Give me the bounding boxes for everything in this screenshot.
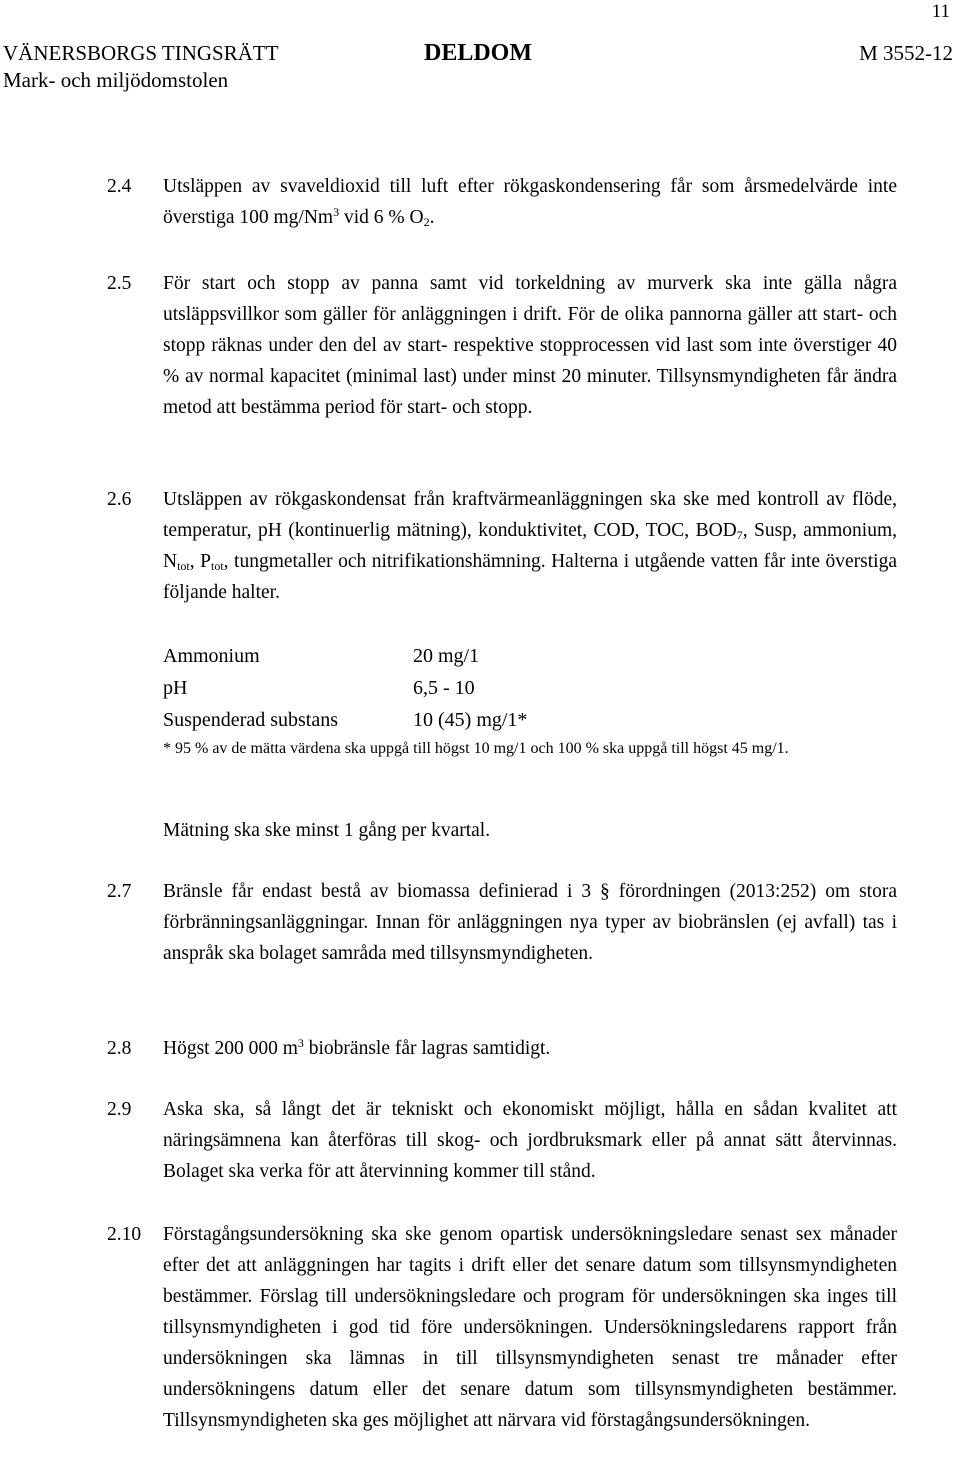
text-part: biobränsle får lagras samtidigt. bbox=[303, 1038, 551, 1059]
subscript: 2 bbox=[423, 215, 430, 229]
section-2-10 bbox=[107, 1219, 897, 1436]
section-text: Aska ska, så långt det är tekniskt och ekonomiskt möjligt, hålla en sådan kvalitet att näringsämnena kan återföras till skog- och jordbruksmark eller på annat sätt återvinnas. Bolaget ska verka för att återvinning kommer till stånd. bbox=[163, 1099, 897, 1182]
limit-name: Ammonium bbox=[163, 645, 260, 667]
text-part: , P bbox=[189, 551, 211, 572]
limits-table bbox=[163, 640, 863, 736]
section-2-5 bbox=[107, 268, 897, 423]
subscript: tot bbox=[210, 559, 224, 573]
document-type: DELDOM bbox=[424, 40, 532, 66]
limit-value: 6,5 - 10 bbox=[413, 677, 475, 699]
text-part: Utsläppen av svaveldioxid till luft efter rökgaskondensering får som årsmedelvärde inte överstiga 100 mg/Nm bbox=[163, 176, 897, 228]
section-number: 2.4 bbox=[107, 176, 132, 197]
text-part: Utsläppen av rökgaskondensat från kraftvärmeanläggningen ska ske med kontroll av flöde, temperatur, pH (kontinuerlig mätning), konduktivitet, COD, TOC, BOD bbox=[163, 489, 897, 541]
section-text: Förstagångsundersökning ska ske genom opartisk undersökningsledare senast sex månader efter det att anläggningen har tagits i drift eller det senare datum som tillsynsmyndigheten bestämmer. Förslag till undersökningsledare och program för undersökningen ska inges till tillsynsmyndigheten i god tid före undersökningen. Undersökningsledarens rapport från undersökningen ska lämnas in till tillsynsmyndigheten senast tre månader efter undersökningens datum eller det senare datum som tillsynsmyndigheten bestämmer. Tillsynsmyndigheten ska ges möjlighet att närvara vid förstagångsundersökningen. bbox=[163, 1224, 897, 1431]
limit-row bbox=[163, 672, 863, 704]
section-number: 2.6 bbox=[107, 489, 132, 510]
section-number: 2.10 bbox=[107, 1224, 142, 1245]
text-part: vid 6 % O bbox=[339, 207, 424, 228]
section-2-9 bbox=[107, 1094, 897, 1187]
subscript: 7 bbox=[736, 528, 743, 542]
court-division: Mark- och miljödomstolen bbox=[3, 68, 229, 92]
section-text bbox=[163, 171, 897, 233]
page-number: 11 bbox=[931, 1, 950, 22]
section-text: För start och stopp av panna samt vid torkeldning av murverk ska inte gälla några utsläppsvillkor som gäller för anläggningen i drift. För de olika pannorna gäller att start- och stopp räknas under den del av start- respektive stopprocessen vid last som inte överstiger 40 % av normal kapacitet (minimal last) under minst 20 minuter. Tillsynsmyndigheten får ändra metod att bestämma period för start- och stopp. bbox=[163, 273, 897, 418]
section-text: Bränsle får endast bestå av biomassa definierad i 3 § förordningen (2013:252) om stora förbränningsanläggningar. Innan för anläggningen nya typer av biobränslen (ej avfall) tas i anspråk ska bolaget samråda med tillsynsmyndigheten. bbox=[163, 881, 897, 964]
case-number: M 3552-12 bbox=[859, 41, 953, 65]
superscript: 3 bbox=[333, 205, 340, 219]
document-header bbox=[3, 40, 953, 100]
section-number: 2.9 bbox=[107, 1099, 132, 1120]
section-number: 2.7 bbox=[107, 881, 132, 902]
limit-name: pH bbox=[163, 677, 188, 699]
subscript: tot bbox=[177, 559, 190, 573]
section-text bbox=[163, 484, 897, 608]
text-part: , Susp, ammonium, N bbox=[163, 520, 897, 572]
limit-row bbox=[163, 704, 863, 736]
text-part: . bbox=[429, 207, 435, 228]
court-name: VÄNERSBORGS TINGSRÄTT bbox=[3, 41, 279, 65]
section-2-8 bbox=[107, 1033, 897, 1064]
section-2-6 bbox=[107, 484, 897, 608]
limit-row bbox=[163, 640, 863, 672]
limit-value: 20 mg/1 bbox=[413, 645, 480, 667]
limit-value: 10 (45) mg/1* bbox=[413, 709, 528, 731]
text-part: , tungmetaller och nitrifikationshämning. Halterna i utgående vatten får inte överstiga följande halter. bbox=[163, 551, 897, 603]
footnote: * 95 % av de mätta värdena ska uppgå till högst 10 mg/1 och 100 % ska uppgå till högst 45 mg/1. bbox=[163, 740, 789, 757]
section-2-7 bbox=[107, 876, 897, 969]
measurement-note: Mätning ska ske minst 1 gång per kvartal. bbox=[163, 820, 491, 841]
text-part: Högst 200 000 m bbox=[163, 1038, 298, 1059]
section-2-4 bbox=[107, 171, 897, 233]
section-number: 2.8 bbox=[107, 1038, 132, 1059]
section-number: 2.5 bbox=[107, 273, 132, 294]
superscript: 3 bbox=[297, 1036, 304, 1050]
section-text bbox=[163, 1033, 897, 1064]
limit-name: Suspenderad substans bbox=[163, 709, 338, 731]
